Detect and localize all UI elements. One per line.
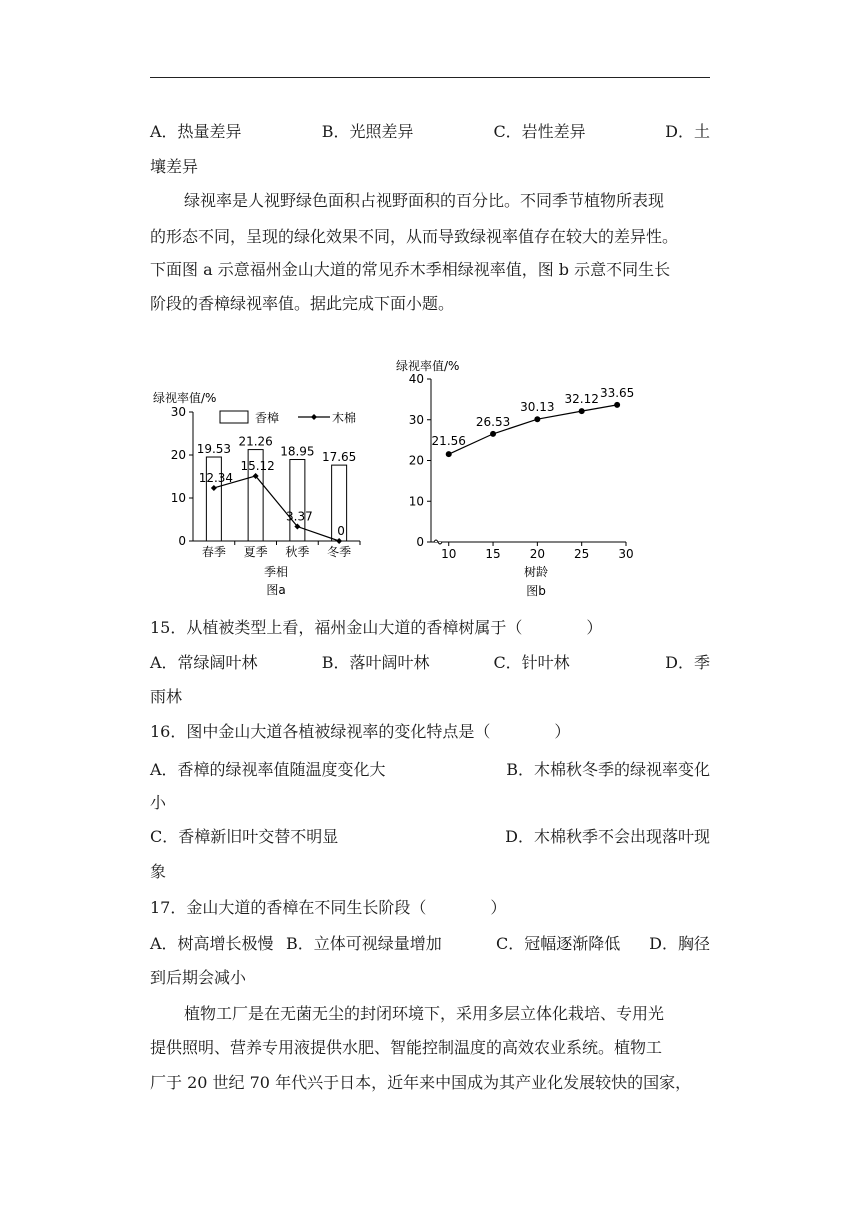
legend-line-marker <box>311 414 317 420</box>
x-tick-label: 冬季 <box>327 545 352 559</box>
line-data-label: 21.56 <box>431 434 466 449</box>
chart-b-ylabel: 绿视率值/% <box>396 359 460 373</box>
bar-xiangzhang <box>206 457 221 541</box>
x-tick-label: 春季 <box>201 545 226 559</box>
q16-options-row-2 <box>150 827 710 847</box>
q16-option-d: D．木棉秋季不会出现落叶现 <box>505 827 710 846</box>
y-tick-label: 20 <box>408 453 424 468</box>
q15-option-a: A．常绿阔叶林 <box>150 653 258 672</box>
x-tick-label: 15 <box>485 547 501 561</box>
q15-options-row <box>150 653 710 673</box>
q16-option-b-cont: 小 <box>150 793 167 812</box>
q14-option-d-cont: 壤差异 <box>150 157 199 176</box>
x-tick-label: 25 <box>574 547 590 561</box>
chart-a-legend <box>220 410 356 425</box>
q14-options-row <box>150 122 710 142</box>
chart-a-caption: 图a <box>266 583 286 597</box>
q14-option-b: B．光照差异 <box>321 122 414 141</box>
q16-options-row-1 <box>150 760 710 780</box>
passage2-line-1: 植物工厂是在无菌无尘的封闭环境下，采用多层立体化栽培、专用光 <box>184 1004 665 1023</box>
q15-option-d: D．季 <box>665 653 710 672</box>
passage1-line-1: 绿视率是人视野绿色面积占视野面积的百分比。不同季节植物所表现 <box>184 191 665 210</box>
q16-option-c: C．香樟新旧叶交替不明显 <box>150 827 339 846</box>
x-tick-label: 夏季 <box>243 545 268 559</box>
q17-option-b: B．立体可视绿量增加 <box>286 934 442 953</box>
figure-b-chart <box>390 355 640 600</box>
x-tick-label: 30 <box>618 547 634 561</box>
bar-data-label: 17.65 <box>321 450 357 465</box>
line-data-label: 26.53 <box>475 414 511 429</box>
y-tick-label: 10 <box>408 494 424 509</box>
header-rule <box>150 77 710 78</box>
line-point <box>614 402 620 408</box>
y-tick-label: 30 <box>170 405 186 419</box>
y-tick-label: 40 <box>408 372 424 386</box>
line-data-label: 15.12 <box>240 458 275 473</box>
q14-option-a: A．热量差异 <box>150 122 242 141</box>
line-data-label: 30.13 <box>520 400 555 415</box>
bar-data-label: 18.95 <box>280 444 315 459</box>
q16-option-d-cont: 象 <box>150 862 167 881</box>
q14-option-c: C．岩性差异 <box>493 122 586 141</box>
q15-option-c: C．针叶林 <box>493 653 570 672</box>
chart-b-xlabel: 树龄 <box>523 565 549 579</box>
axis-break <box>434 540 442 544</box>
q15-stem: 15．从植被类型上看，福州金山大道的香樟树属于（ ） <box>150 618 603 637</box>
q17-stem: 17．金山大道的香樟在不同生长阶段（ ） <box>150 898 507 917</box>
q16-stem: 16．图中金山大道各植被绿视率的变化特点是（ ） <box>150 722 571 741</box>
y-tick-label: 0 <box>416 535 424 549</box>
passage2-line-2: 提供照明、营养专用液提供水肥、智能控制温度的高效农业系统。植物工 <box>150 1038 663 1057</box>
q16-option-a: A．香樟的绿视率值随温度变化大 <box>150 760 386 779</box>
chart-a-xlabel: 季相 <box>263 565 289 579</box>
line-data-label: 0 <box>337 524 345 538</box>
passage1-line-2: 的形态不同，呈现的绿化效果不同，从而导致绿视率值存在较大的差异性。 <box>150 227 679 246</box>
line-point <box>579 408 585 414</box>
line-point <box>446 451 452 457</box>
y-tick-label: 10 <box>170 491 186 505</box>
passage1-line-3: 下面图 a 示意福州金山大道的常见乔木季相绿视率值，图 b 示意不同生长 <box>150 260 671 279</box>
passage1-line-4: 阶段的香樟绿视率值。据此完成下面小题。 <box>150 294 455 313</box>
x-tick-label: 10 <box>441 547 457 561</box>
y-tick-label: 0 <box>178 534 186 548</box>
x-tick-label: 秋季 <box>285 545 310 559</box>
chart-a-ylabel: 绿视率值/% <box>153 391 217 405</box>
chart-b-caption: 图b <box>526 584 546 598</box>
q17-option-d-cont: 到后期会减小 <box>150 968 247 987</box>
q16-option-b: B．木棉秋冬季的绿视率变化 <box>506 760 710 779</box>
line-point <box>534 416 540 422</box>
q17-options-row <box>150 934 710 954</box>
line-data-label: 12.34 <box>198 470 234 485</box>
line-point <box>490 431 496 437</box>
legend-series-line: 木棉 <box>332 411 357 425</box>
bar-data-label: 21.26 <box>238 434 273 449</box>
line-data-label: 33.65 <box>599 385 635 400</box>
q17-option-d: D．胸径 <box>649 934 710 953</box>
legend-bar-swatch <box>220 411 248 423</box>
line-data-label: 3.37 <box>286 509 313 524</box>
q14-option-d: D．土 <box>665 122 710 141</box>
line-data-label: 32.12 <box>564 392 599 407</box>
figure-a-chart <box>150 378 370 600</box>
line-mumian <box>214 476 339 541</box>
bar-data-label: 19.53 <box>196 442 232 457</box>
q17-option-c: C．冠幅逐渐降低 <box>496 934 621 953</box>
q17-option-a: A．树高增长极慢 <box>150 934 274 953</box>
legend-series-bar: 香樟 <box>255 411 280 425</box>
y-tick-label: 20 <box>170 448 186 462</box>
q15-option-d-cont: 雨林 <box>150 687 183 706</box>
x-tick-label: 20 <box>529 547 546 561</box>
passage2-line-3: 厂于 20 世纪 70 年代兴于日本，近年来中国成为其产业化发展较快的国家， <box>150 1073 692 1092</box>
q15-option-b: B．落叶阔叶林 <box>321 653 430 672</box>
y-tick-label: 30 <box>408 412 424 427</box>
